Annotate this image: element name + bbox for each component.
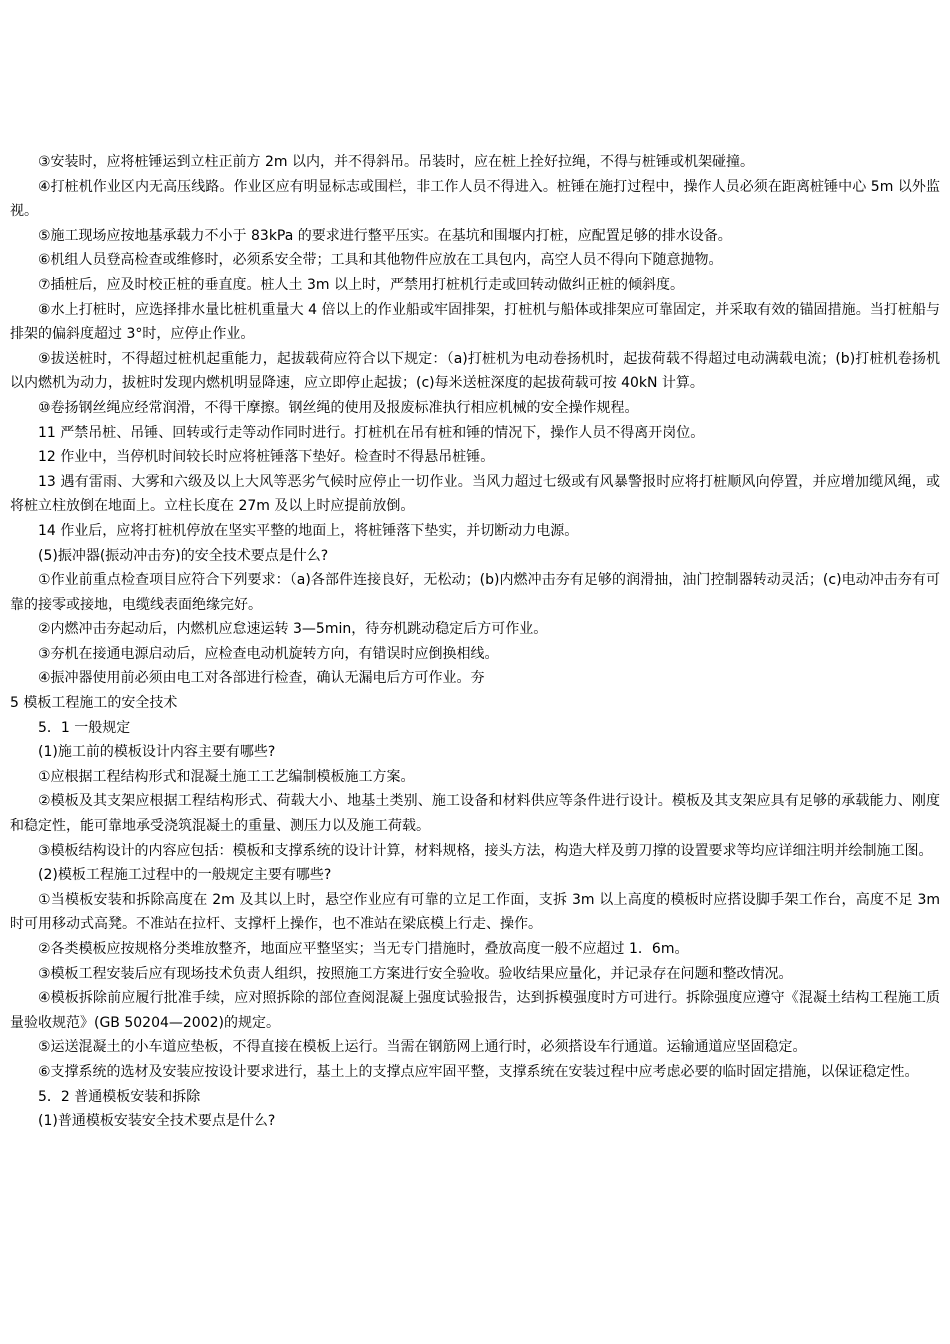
paragraph: 13 遇有雷雨、大雾和六级及以上大风等恶劣气候时应停止一切作业。当风力超过七级或有风暴警报时应将打桩顺风向停置，并应增加缆风绳，或将桩立柱放倒在地面上。立柱长度在 27m 及以上时应提前放倒。 bbox=[10, 473, 940, 515]
paragraph: ⑤运送混凝土的小车道应垫板，不得直接在模板上运行。当需在钢筋网上通行时，必须搭设车行通道。运输通道应坚固稳定。 bbox=[38, 1039, 807, 1056]
paragraph: ①作业前重点检查项目应符合下列要求：（a)各部件连接良好，无松动；(b)内燃冲击夯有足够的润滑抽，油门控制器转动灵活；(c)电动冲击夯有可靠的接零或接地，电缆线表面绝缘完好。 bbox=[10, 572, 940, 613]
section-heading: 5 模板工程施工的安全技术 bbox=[10, 695, 178, 712]
paragraph: ②内燃冲击夯起动后，内燃机应怠速运转 3—5min，待夯机跳动稳定后方可作业。 bbox=[38, 621, 548, 638]
paragraph: ③夯机在接通电源启动后，应检查电动机旋转方向，有错误时应倒换相线。 bbox=[38, 645, 499, 662]
subsection-heading: 5．2 普通模板安装和拆除 bbox=[38, 1088, 201, 1105]
document-body bbox=[10, 150, 940, 1134]
paragraph: ②模板及其支架应根据工程结构形式、荷载大小、地基土类别、施工设备和材料供应等条件进行设计。模板及其支架应具有足够的承载能力、刚度和稳定性，能可靠地承受浇筑混凝土的重量、测压力以及施工荷载。 bbox=[10, 793, 940, 835]
paragraph: ③安装时，应将桩锤运到立柱正前方 2m 以内，并不得斜吊。吊装时，应在桩上拴好拉绳，不得与桩锤或机架碰撞。 bbox=[38, 154, 754, 170]
paragraph: ①当模板安装和拆除高度在 2m 及其以上时，悬空作业应有可靠的立足工作面，支拆 3m 以上高度的模板时应搭设脚手架工作台，高度不足 3m 时可用移动式高凳。不准站在拉杆、支撑杆上操作，也不准站在梁底模上行走、操作。 bbox=[10, 891, 940, 933]
paragraph: ⑥机组人员登高检查或维修时，必须系安全带；工具和其他物件应放在工具包内，高空人员不得向下随意抛物。 bbox=[38, 252, 723, 269]
subsection-heading: 5．1 一般规定 bbox=[38, 719, 131, 736]
paragraph: ⑦插桩后，应及时校正桩的垂直度。桩人土 3m 以上时，严禁用打桩机行走或回转动做纠正桩的倾斜度。 bbox=[38, 276, 684, 293]
question-heading: (5)振冲器(振动冲击夯)的安全技术要点是什么? bbox=[38, 547, 329, 564]
paragraph: ⑩卷扬钢丝绳应经常润滑，不得干摩擦。钢丝绳的使用及报废标准执行相应机械的安全操作规程。 bbox=[38, 399, 639, 416]
paragraph: ⑤施工现场应按地基承载力不小于 83kPa 的要求进行整平压实。在基坑和围堰内打桩，应配置足够的排水设备。 bbox=[38, 227, 732, 244]
paragraph: ⑧水上打桩时，应选择排水量比桩机重量大 4 倍以上的作业船或牢固排架，打桩机与船体或排架应可靠固定，并采取有效的锚固措施。当打桩船与排架的偏斜度超过 3°时，应停止作业。 bbox=[10, 301, 940, 343]
paragraph: 12 作业中，当停机时间较长时应将桩锤落下垫好。检查时不得悬吊桩锤。 bbox=[38, 449, 495, 466]
paragraph: ③模板工程安装后应有现场技术负责人组织，按照施工方案进行安全验收。验收结果应量化，并记录存在问题和整改情况。 bbox=[38, 965, 793, 982]
paragraph: ①应根据工程结构形式和混凝土施工工艺编制模板施工方案。 bbox=[38, 768, 415, 785]
question-heading: (1)施工前的模板设计内容主要有哪些? bbox=[38, 744, 276, 761]
paragraph: ③模板结构设计的内容应包括：模板和支撑系统的设计计算，材料规格，接头方法，构造大样及剪刀撑的设置要求等均应详细注明并绘制施工图。 bbox=[38, 842, 933, 859]
paragraph: ⑨拔送桩时，不得超过桩机起重能力，起拔载荷应符合以下规定：（a)打桩机为电动卷扬机时，起拔荷载不得超过电动满载电流；(b)打桩机卷扬机以内燃机为动力，拔桩时发现内燃机明显降速，应立即停止起拔；(c)每米送桩深度的起拔荷载可按 40kN 计算。 bbox=[10, 350, 940, 392]
paragraph: ⑥支撑系统的选材及安装应按设计要求进行，基土上的支撑点应牢固平整，支撑系统在安装过程中应考虑必要的临时固定措施，以保证稳定性。 bbox=[38, 1063, 919, 1080]
question-heading: (1)普通模板安装安全技术要点是什么? bbox=[38, 1113, 276, 1130]
paragraph: ②各类模板应按规格分类堆放整齐，地面应平整坚实；当无专门措施时，叠放高度一般不应超过 1．6m。 bbox=[38, 941, 689, 957]
paragraph: 11 严禁吊桩、吊锤、回转或行走等动作同时进行。打桩机在吊有桩和锤的情况下，操作人员不得离开岗位。 bbox=[38, 424, 705, 441]
paragraph: ④模板拆除前应履行批准手续，应对照拆除的部位查阅混凝上强度试验报告，达到拆模强度时方可进行。拆除强度应遵守《混凝土结构工程施工质量验收规范》(GB 50204—2002)的规定。 bbox=[10, 990, 940, 1031]
paragraph: ④打桩机作业区内无高压线路。作业区应有明显标志或围栏，非工作人员不得进入。桩锤在施打过程中，操作人员必须在距离桩锤中心 5m 以外监视。 bbox=[10, 178, 940, 220]
paragraph: 14 作业后，应将打桩机停放在坚实平整的地面上，将桩锤落下垫实，并切断动力电源。 bbox=[38, 522, 579, 539]
question-heading: (2)模板工程施工过程中的一般规定主要有哪些? bbox=[38, 867, 332, 884]
paragraph: ④振冲器使用前必须由电工对各部进行检查，确认无漏电后方可作业。夯 bbox=[38, 670, 485, 687]
